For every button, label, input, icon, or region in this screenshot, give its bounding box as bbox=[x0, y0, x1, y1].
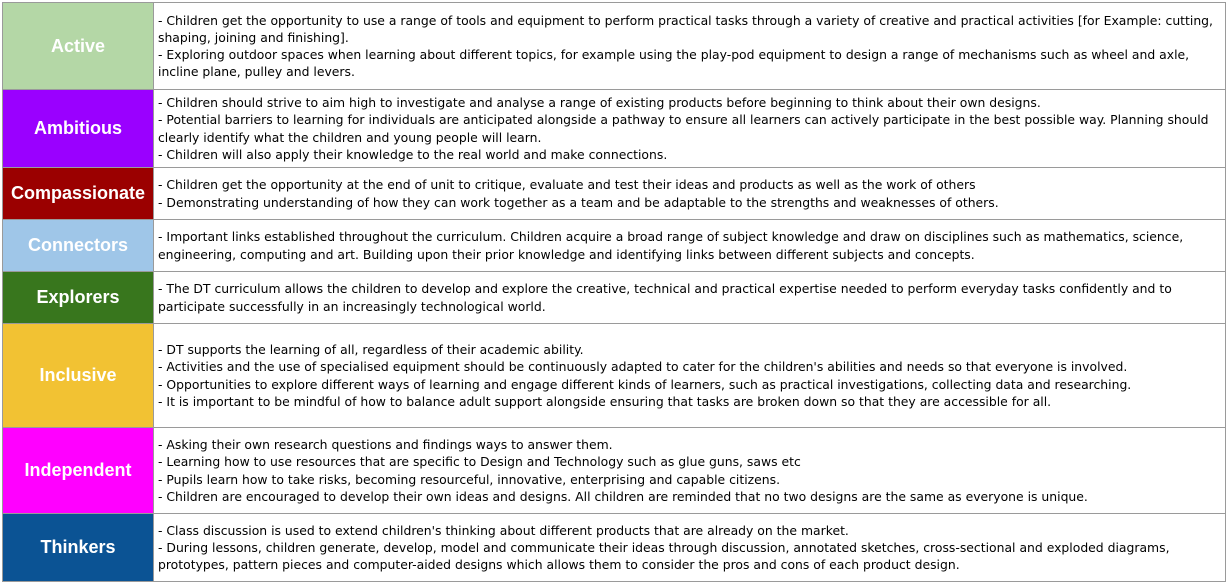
value-description-connectors bbox=[154, 220, 1226, 272]
description-line: - Asking their own research questions and findings ways to answer them. bbox=[158, 437, 613, 453]
value-label-ambitious: Ambitious bbox=[3, 90, 154, 168]
description-line: - The DT curriculum allows the children to develop and explore the creative, technical and practical expertise needed to perform everyday tasks confidently and to participate successfully in an increasingly technological world. bbox=[158, 281, 1172, 314]
value-description-ambitious bbox=[154, 90, 1226, 168]
value-row-ambitious bbox=[3, 90, 1226, 168]
description-line: - It is important to be mindful of how to balance adult support alongside ensuring that tasks are broken down so that they are accessible for all. bbox=[158, 393, 1052, 409]
value-label-inclusive: Inclusive bbox=[3, 324, 154, 428]
value-description-independent bbox=[154, 428, 1226, 514]
description-line: - Learning how to use resources that are specific to Design and Technology such as glue guns, saws etc bbox=[158, 454, 801, 470]
value-row-compassionate bbox=[3, 168, 1226, 220]
value-row-active bbox=[3, 3, 1226, 90]
description-line: - Children are encouraged to develop their own ideas and designs. All children are reminded that no two designs are the same as everyone is unique. bbox=[158, 488, 1088, 504]
description-line: - Children get the opportunity at the end of unit to critique, evaluate and test their ideas and products as well as the work of others bbox=[158, 177, 976, 193]
value-description-thinkers bbox=[154, 514, 1226, 582]
description-line: - Opportunities to explore different ways of learning and engage different kinds of learners, such as practical investigations, collecting data and researching. bbox=[158, 376, 1132, 392]
value-label-independent: Independent bbox=[3, 428, 154, 514]
value-row-inclusive bbox=[3, 324, 1226, 428]
value-row-independent bbox=[3, 428, 1226, 514]
description-line: - Class discussion is used to extend children's thinking about different products that are already on the market. bbox=[158, 522, 849, 538]
value-description-inclusive bbox=[154, 324, 1226, 428]
description-line: - Children should strive to aim high to investigate and analyse a range of existing products before beginning to think about their own designs. bbox=[158, 95, 1041, 111]
description-line: - DT supports the learning of all, regardless of their academic ability. bbox=[158, 342, 584, 358]
description-line: - Children get the opportunity to use a range of tools and equipment to perform practical tasks through a variety of creative and practical activities [for Example: cutting, shaping, joining and finishing]. bbox=[158, 12, 1213, 45]
value-description-compassionate bbox=[154, 168, 1226, 220]
value-row-connectors bbox=[3, 220, 1226, 272]
values-table bbox=[2, 2, 1226, 582]
description-line: - Activities and the use of specialised equipment should be continuously adapted to cater for the children's abilities and needs so that everyone is involved. bbox=[158, 359, 1128, 375]
value-label-active: Active bbox=[3, 3, 154, 90]
value-description-explorers bbox=[154, 272, 1226, 324]
value-description-active bbox=[154, 3, 1226, 90]
description-line: - Demonstrating understanding of how they can work together as a team and be adaptable to the strengths and weaknesses of others. bbox=[158, 194, 999, 210]
description-line: - Exploring outdoor spaces when learning about different topics, for example using the play-pod equipment to design a range of mechanisms such as wheel and axle, incline plane, pulley and levers. bbox=[158, 47, 1190, 80]
description-line: - Pupils learn how to take risks, becoming resourceful, innovative, enterprising and capable citizens. bbox=[158, 471, 781, 487]
description-line: - Potential barriers to learning for individuals are anticipated alongside a pathway to ensure all learners can actively participate in the best possible way. Planning should clearly identify what the children and young people will learn. bbox=[158, 112, 1209, 145]
value-label-compassionate: Compassionate bbox=[3, 168, 154, 220]
value-row-explorers bbox=[3, 272, 1226, 324]
description-line: - Children will also apply their knowledge to the real world and make connections. bbox=[158, 146, 668, 162]
description-line: - During lessons, children generate, develop, model and communicate their ideas through discussion, annotated sketches, cross-sectional and exploded diagrams, prototypes, pattern pieces and computer-aided designs which allows them to consider the pros and cons of each product design. bbox=[158, 539, 1170, 573]
value-label-explorers: Explorers bbox=[3, 272, 154, 324]
value-label-connectors: Connectors bbox=[3, 220, 154, 272]
value-row-thinkers bbox=[3, 514, 1226, 582]
value-label-thinkers: Thinkers bbox=[3, 514, 154, 582]
values-table-body bbox=[3, 3, 1226, 582]
description-line: - Important links established throughout the curriculum. Children acquire a broad range of subject knowledge and draw on disciplines such as mathematics, science, engineering, computing and art. Building upon their prior knowledge and identifying links between different subjects and concepts. bbox=[158, 229, 1184, 262]
